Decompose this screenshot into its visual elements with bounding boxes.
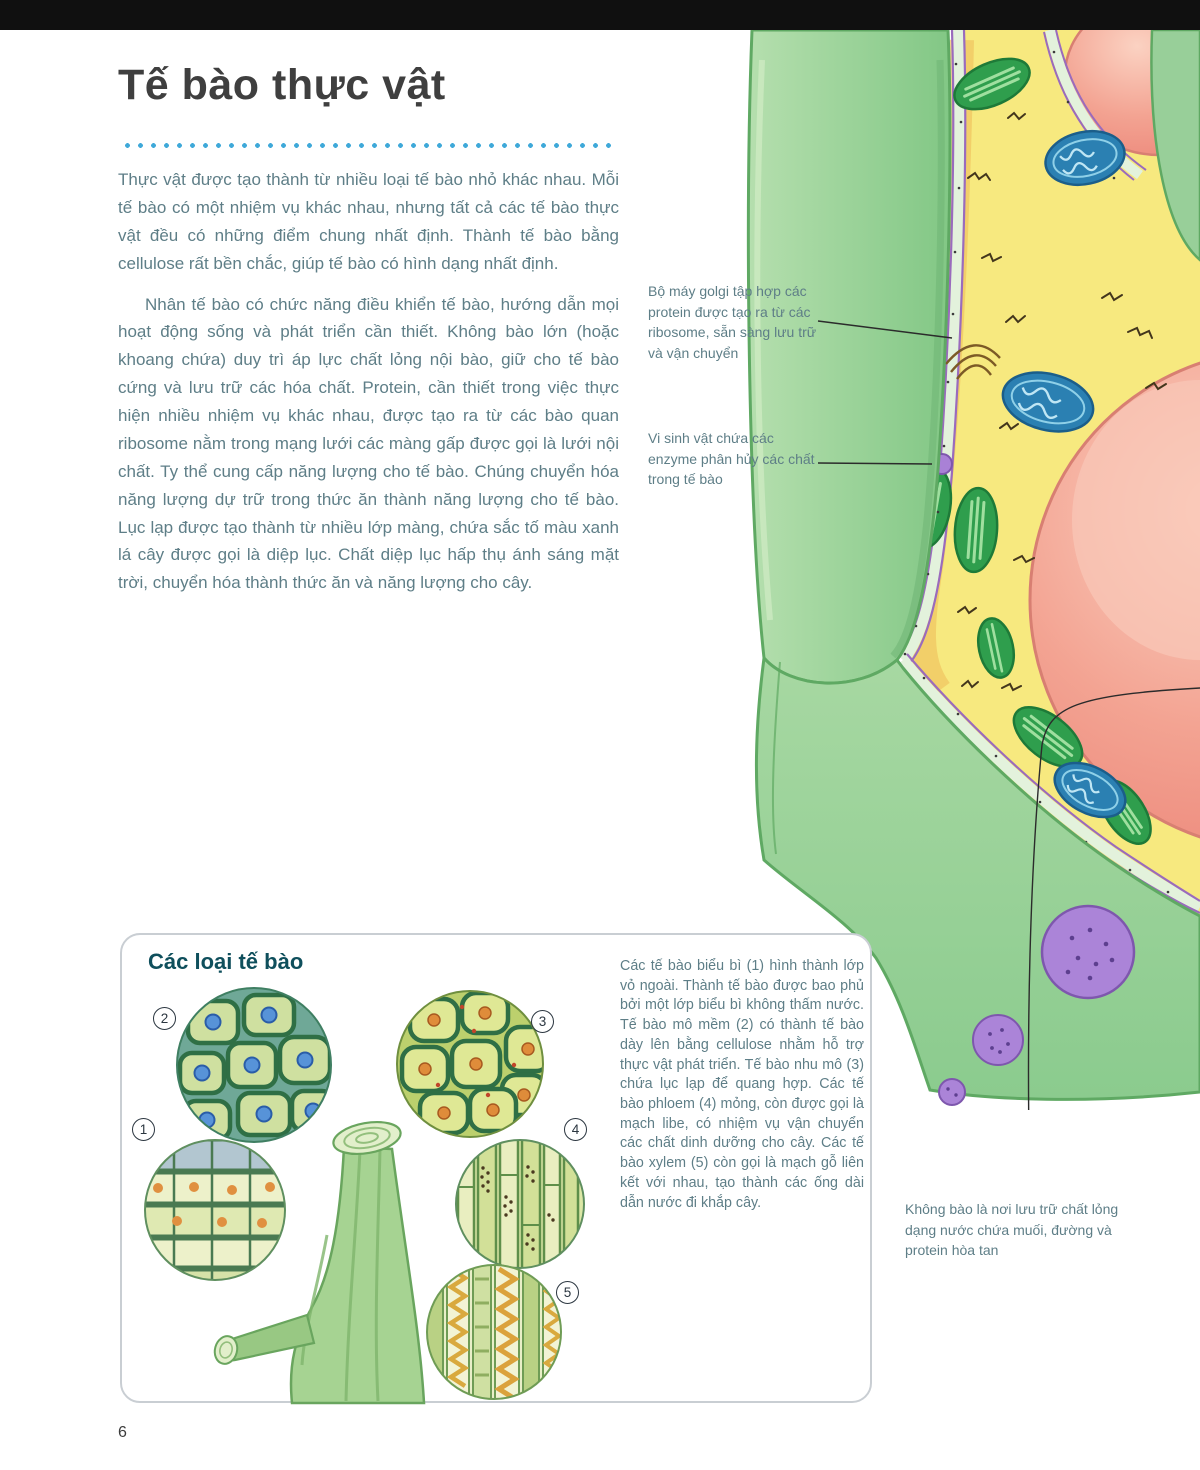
micrograph-3	[394, 988, 550, 1140]
top-black-bar	[0, 0, 1200, 30]
intro-paragraph-2: Nhân tế bào có chức năng điều khiển tế bào, hướng dẫn mọi hoạt động sống và phát triển cần thiết. Không bào lớn (hoặc khoang chứa) duy trì áp lực chất lỏng nội bào, giữ cho tế bào cứng và lưu trữ các hóa chất. Protein, cần thiết trong việc thực hiện nhiều nhiệm vụ khác nhau, được tạo ra từ các bào quan ribosome nằm trong mạng lưới các màng gấp được gọi là lưới nội chất. Ty thể cung cấp năng lượng cho tế bào. Chúng chuyển hóa năng lượng dự trữ trong thức ăn thành năng lượng cho tế bào. Lục lạp được tạo thành từ nhiều lớp màng, chứa sắc tố màu xanh lá cây được gọi là diệp lục. Chất diệp lục hấp thụ ánh sáng mặt trời, chuyển hóa thành thức ăn và năng lượng cho cây.	[118, 294, 619, 593]
micrograph-1	[140, 1137, 292, 1292]
callout-vacuole: Không bào là nơi lưu trữ chất lỏng dạng nước chứa muối, đường và protein hòa tan	[905, 1201, 1119, 1259]
callout-golgi: Bộ máy golgi tập hợp các protein được tạo ra từ các ribosome, sẵn sàng lưu trữ và vận chuyển	[648, 283, 817, 361]
cell-types-illustration	[122, 935, 624, 1405]
cell-types-title: Các loại tế bào	[148, 949, 304, 974]
intro-paragraph-1: Thực vật được tạo thành từ nhiều loại tế bào nhỏ khác nhau. Mỗi tế bào có một nhiệm vụ khác nhau, nhưng tất cả các tế bào thực vật đều có những điểm chung nhất định. Thành tế bào bằng cellulose rất bền chắc, giúp tế bào có hình dạng nhất định.	[118, 170, 619, 273]
micrograph-2	[174, 985, 336, 1147]
dotted-separator	[121, 142, 613, 149]
number-badge-5: 5	[556, 1281, 579, 1304]
number-badge-3: 3	[531, 1010, 554, 1033]
callout-lysosome: Vi sinh vật chứa các enzyme phân hủy các chất trong tế bào	[648, 430, 815, 488]
intro-text	[118, 166, 619, 597]
number-badge-1: 1	[132, 1118, 155, 1141]
page-title: Tế bào thực vật	[118, 61, 446, 109]
number-badge-2: 2	[153, 1007, 176, 1030]
number-badge-4: 4	[564, 1118, 587, 1141]
page-number: 6	[118, 1424, 127, 1441]
cell-types-box	[120, 933, 872, 1403]
cell-types-description: Các tế bào biểu bì (1) hình thành lớp vỏ ngoài. Thành tế bào được bao phủ bởi một lớp biểu bì không thấm nước. Tế bào mô mềm (2) có thành tế bào dày lên bằng cellulose nhằm hỗ trợ thực vật phát triển. Tế bào nhu mô (3) chứa lục lạp để quang hợp. Các tế bào phloem (4) mỏng, còn được gọi là mạch libe, có nhiệm vụ vận chuyển các chất dinh dưỡng cho cây. Các tế bào xylem (5) còn gọi là mạch gỗ liên kết với nhau, tạo thành các ống dài dẫn nước đi khắp cây.	[620, 958, 864, 1211]
lysosome-callout-line	[818, 463, 932, 464]
micrograph-5	[422, 1260, 570, 1405]
